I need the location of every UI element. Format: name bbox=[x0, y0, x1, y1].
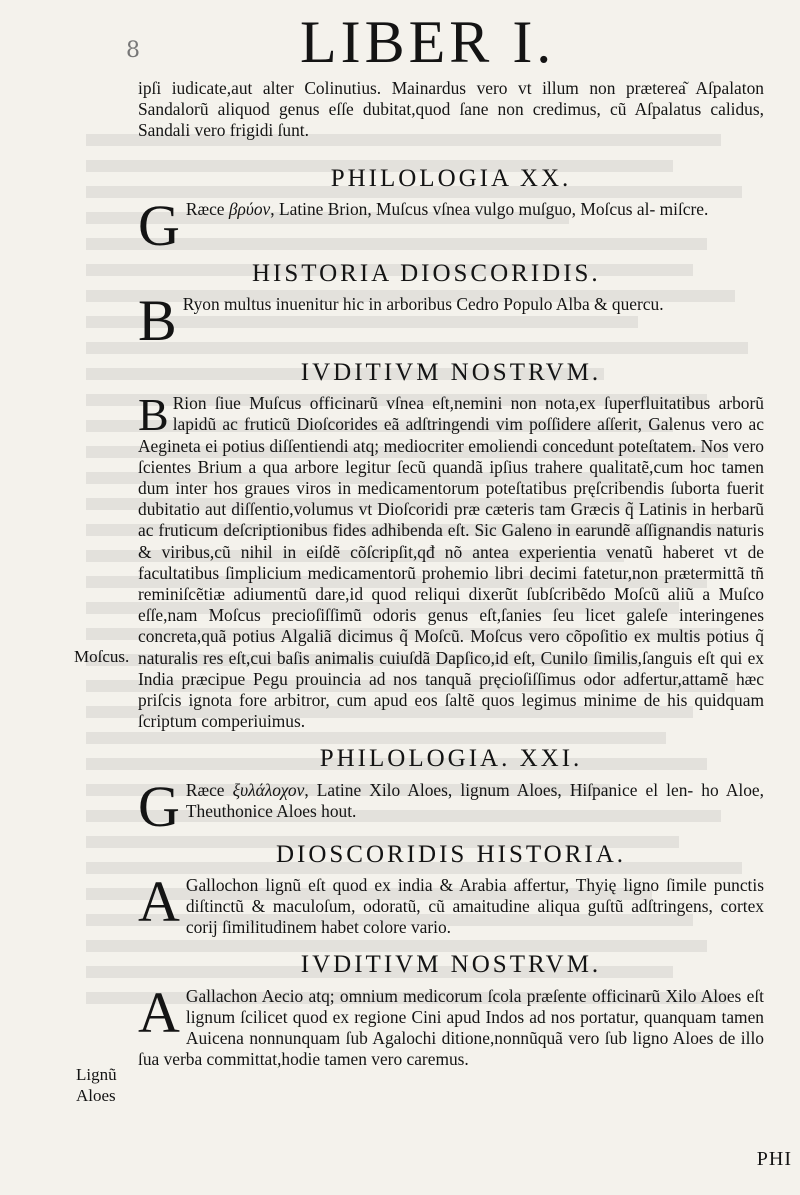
heading-dioscoridis-historia: DIOSCORIDIS HISTORIA. bbox=[275, 840, 627, 868]
text-run: , Latine Xilo Aloes, lignum Aloes, Hiſpanice el len- ho Aloe, Theuthonice Aloes hout. bbox=[185, 779, 764, 821]
drop-cap: G bbox=[138, 773, 180, 839]
main-text-block bbox=[138, 78, 764, 1071]
drop-cap: G bbox=[138, 192, 180, 258]
text-run: , Latine Brion, Muſcus vſnea vulgo muſguo, Moſcus al- miſcre. bbox=[270, 198, 709, 219]
text-run: Rion ſiue Muſcus officinarũ vſnea eſt,nemini non nota,ex ſuperfluitatibus arborũ lapidũ ac fruticũ Dioſcorides eã adſtringendi vim poſſidere aſſerit, Galenus vero ac Aegineta ei potius diſſentiendi atq; mediocriter emoliendi concedunt poteſtatem. Nos vero ſcientes Brium a qua arbore legitur ſecũ quandã ipſius trahere qualitatẽ,cum hoc tamen dum inter hos graues viros in medicamentorum poteſtatibus pręſcribendis ſuborta fuerit dubitatio aut diſſentio,volumus vt Dioſcoridi præ cæteris tam Græcis q̃ Latinis in herbarũ ac fruticum deſcriptionibus fides adhibenda eſt. Sic Galeno in earundẽ aſſignandis naturis & viribus,cũ nihil in eiſdẽ cõſcripſit,qđ nõ antea experientia venatũ haberet vt de facultatibus ſimplicium medicamentorũ prohemio libri decimi fatetur,non prætermittã tñ reminiſcẽtiæ adiumentũ dare,id quod reliqui dixerũt ſubſcribẽdo Moſcũ aliũ a Muſco eſſe,nam Moſcus precioſiſſimũ odoris genus eſt,ſanies ſeu licet galeſe interingenes concreta,quã potius Algaliã dicimus q̃ Moſcũ. Moſcus vero cõpoſitio ex multis potius q̃ naturalis res eſt,cui baſis animalis cuiuſdã Dapſico,id eſt, Cunilo ſimilis,ſanguis eſt qui ex India præcipue Pegu prouincia ad nos tanquã pręcioſiſſimus odor adfertur,attamẽ hæc priſcis ignota fore arbitror, cum apud eos ſaltẽ quos legimus minime de his quidquam ſcriptum comperiuimus. bbox=[138, 393, 764, 732]
drop-cap: B bbox=[138, 288, 177, 354]
margin-note-line: Aloes bbox=[76, 1086, 116, 1105]
paragraph-bryon bbox=[138, 288, 764, 354]
intro-paragraph: ipſi iudicate,aut alter Colinutius. Mainardus vero vt illum non præterea͂ Aſpalaton Sandalorũ aliquod genus eſſe dubitat,quod ſane non credimus, cũ Aſpalatus calidus, Sandali vero frigidi ſunt. bbox=[138, 78, 764, 141]
paragraph-brion-greek bbox=[138, 192, 764, 258]
drop-cap: A bbox=[138, 868, 180, 934]
heading-philologia-xx: PHILOLOGIA XX. bbox=[330, 164, 572, 192]
page-number: 8 bbox=[126, 38, 140, 63]
heading-iuditium-nostrum: IVDITIVM NOSTRVM. bbox=[300, 359, 602, 387]
margin-note-moscus: Moſcus. bbox=[74, 647, 130, 666]
margin-note-lignum-aloes bbox=[76, 1064, 117, 1106]
drop-cap: A bbox=[138, 979, 180, 1045]
running-head: LIBER I. bbox=[300, 9, 556, 75]
greek-term: ξυλάλοχον bbox=[232, 779, 305, 800]
heading-historia-dioscoridis: HISTORIA DIOSCORIDIS. bbox=[252, 259, 601, 287]
paragraph-iuditium-1 bbox=[138, 389, 764, 732]
text-run: Gallachon Aecio atq; omnium medicorum ſcola præſente officinarũ Xilo Aloes eſt lignum ſcilicet quod ex regione Cini apud Indos ad nos portatur, quanquam tamen Auicena nonnunquam ſub Agalochi ditione,nonnũquã vero ſub ligno Aloes de illo ſua verba committat,hodie tamen vero caremus. bbox=[138, 985, 764, 1070]
margin-note-line: Lignũ bbox=[76, 1065, 117, 1084]
paragraph-xilo-greek bbox=[138, 773, 764, 839]
drop-cap: B bbox=[138, 389, 169, 441]
text-run: Ræce bbox=[185, 779, 233, 800]
paragraph-agallochon bbox=[138, 868, 764, 939]
heading-iuditium-nostrum-2: IVDITIVM NOSTRVM. bbox=[300, 951, 602, 979]
paragraph-iuditium-2 bbox=[138, 979, 764, 1071]
text-run: Ryon multus inuenitur hic in arboribus Cedro Populo Alba & quercu. bbox=[182, 294, 664, 315]
text-run: Gallochon lignũ eſt quod ex india & Arabia affertur, Thyię ligno ſimile punctis diſtinctũ & maculoſum, odoratũ, cũ amaitudine aliqua guſtũ adſtringens, cortex corij ſimilitudinem habet colore vario. bbox=[185, 874, 764, 938]
text-run: Ræce bbox=[185, 198, 229, 219]
catchword: PHI bbox=[756, 1148, 792, 1170]
heading-philologia-xxi: PHILOLOGIA. XXI. bbox=[319, 745, 583, 773]
greek-term: βρύον bbox=[228, 198, 271, 219]
